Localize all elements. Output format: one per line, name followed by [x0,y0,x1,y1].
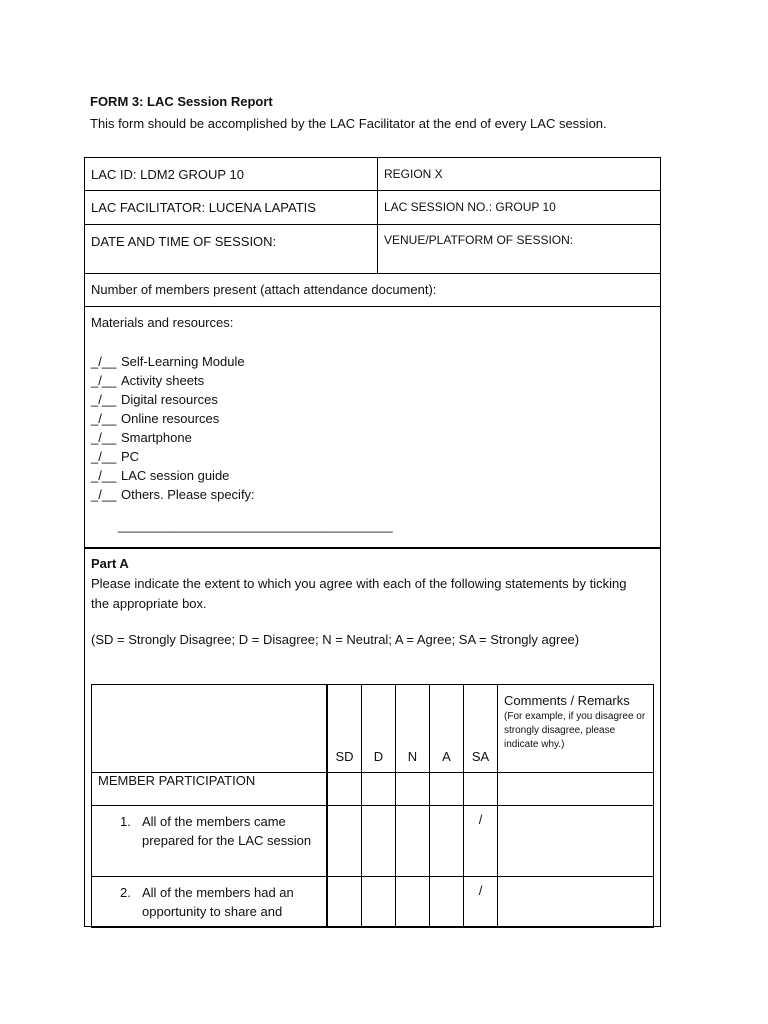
checklist-label: PC [121,449,140,464]
check-mark: _/__ [91,487,117,502]
section-row [92,773,654,806]
facilitator-field[interactable]: LAC FACILITATOR: LUCENA LAPATIS [91,200,316,215]
session-no-field[interactable]: LAC SESSION NO.: GROUP 10 [384,200,556,214]
checklist-item[interactable] [91,390,255,409]
header-statement-cell [92,685,328,773]
report-form [84,157,661,927]
checklist-label: Digital resources [121,392,218,407]
checklist-item[interactable] [91,466,255,485]
statement-text: All of the members came prepared for the LAC session [142,814,312,848]
venue-field[interactable]: VENUE/PLATFORM OF SESSION: [384,233,574,247]
table-row [92,877,654,928]
tick-mark: / [478,812,483,827]
materials-title: Materials and resources: [91,315,234,330]
rating-d-cell[interactable] [362,806,396,877]
row-divider [85,306,660,307]
rating-cell[interactable] [464,773,498,806]
region-field[interactable]: REGION X [384,167,443,181]
checklist-item[interactable] [91,371,255,390]
checklist-label: Online resources [121,411,220,426]
check-mark: _/__ [91,468,117,483]
statement-number: 2. [120,885,131,900]
rating-cell[interactable] [396,773,430,806]
row-divider [85,224,660,225]
checklist-item[interactable] [91,485,255,504]
header-sa: SA [464,685,498,773]
section-title: MEMBER PARTICIPATION [92,773,328,806]
column-divider [377,158,378,273]
scale-legend: (SD = Strongly Disagree; D = Disagree; N = Neutral; A = Agree; SA = Strongly agree) [91,632,580,647]
check-mark: _/__ [91,354,117,369]
comments-note: (For example, if you disagree or strongly disagree, please indicate why.) [504,711,646,750]
form-intro: This form should be accomplished by the LAC Facilitator at the end of every LAC session. [90,116,607,131]
rating-n-cell[interactable] [396,877,430,928]
checklist-item[interactable] [91,428,255,447]
rating-d-cell[interactable] [362,877,396,928]
row-divider [85,273,660,274]
materials-checklist [91,352,255,504]
members-present-field[interactable]: Number of members present (attach attendance document): [91,282,437,297]
statement-number: 1. [120,814,131,829]
comments-cell[interactable] [498,773,654,806]
tick-mark: / [478,883,483,898]
rating-sa-cell[interactable] [464,877,498,928]
checklist-label: Activity sheets [121,373,205,388]
lac-id-field[interactable]: LAC ID: LDM2 GROUP 10 [91,167,244,182]
comments-title: Comments / Remarks [504,693,630,708]
check-mark: _/__ [91,430,117,445]
statement-cell [92,806,328,877]
rating-sd-cell[interactable] [327,877,362,928]
rating-sd-cell[interactable] [327,806,362,877]
part-a-instruction: Please indicate the extent to which you agree with each of the following statements by ticking the appropriate box. [91,576,627,611]
rating-table [91,684,654,928]
part-a-label: Part A [91,556,129,571]
check-mark: _/__ [91,411,117,426]
rating-n-cell[interactable] [396,806,430,877]
checklist-label: LAC session guide [121,468,230,483]
checklist-label: Others. Please specify: [121,487,255,502]
check-mark: _/__ [91,449,117,464]
table-row [92,806,654,877]
form-title: FORM 3: LAC Session Report [90,94,273,109]
statement-cell [92,877,328,928]
row-divider [85,190,660,191]
section-divider [85,547,660,549]
statement-text: All of the members had an opportunity to share and [142,885,294,919]
check-mark: _/__ [91,392,117,407]
check-mark: _/__ [91,373,117,388]
header-a: A [430,685,464,773]
checklist-item[interactable] [91,352,255,371]
others-specify-line[interactable]: ______________________________________ [118,518,393,533]
header-n: N [396,685,430,773]
rating-a-cell[interactable] [430,877,464,928]
rating-a-cell[interactable] [430,806,464,877]
rating-cell[interactable] [430,773,464,806]
checklist-item[interactable] [91,409,255,428]
header-comments [498,685,654,773]
checklist-label: Self-Learning Module [121,354,245,369]
comments-cell[interactable] [498,877,654,928]
checklist-label: Smartphone [121,430,192,445]
rating-cell[interactable] [327,773,362,806]
checklist-item[interactable] [91,447,255,466]
table-header-row [92,685,654,773]
rating-cell[interactable] [362,773,396,806]
rating-sa-cell[interactable] [464,806,498,877]
date-time-field[interactable]: DATE AND TIME OF SESSION: [91,234,277,249]
header-d: D [362,685,396,773]
comments-cell[interactable] [498,806,654,877]
header-sd: SD [327,685,362,773]
